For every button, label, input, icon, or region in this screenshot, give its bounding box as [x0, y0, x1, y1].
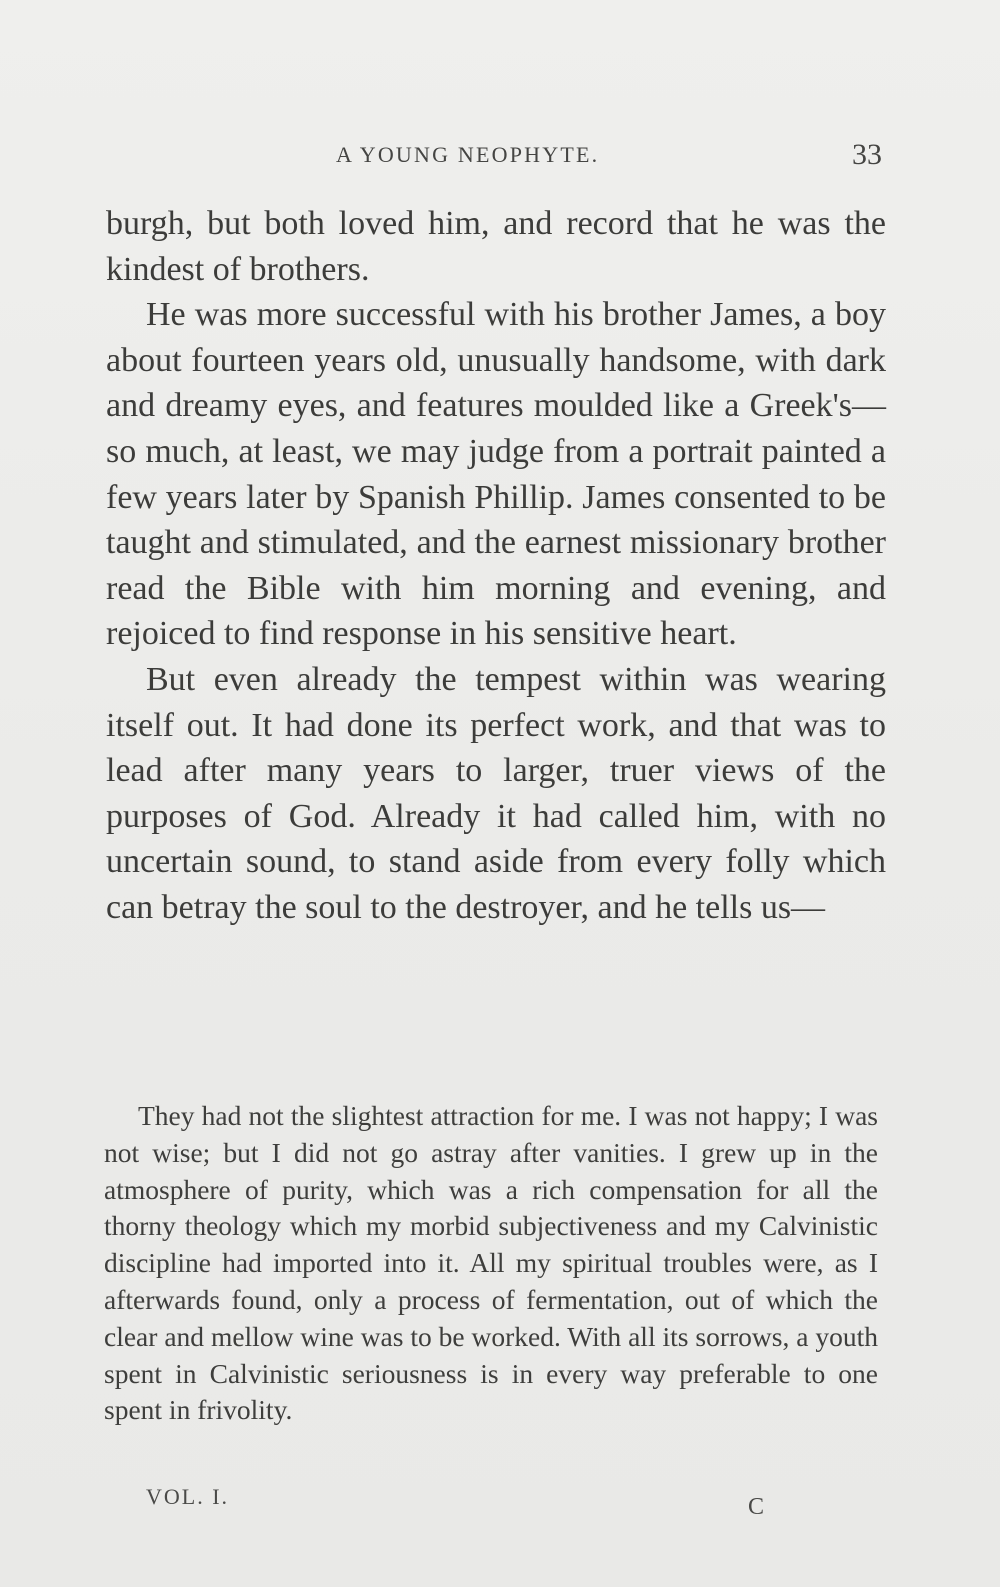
paragraph-james: He was more successful with his brother James, a boy about fourteen years old, unusually handsome, with dark and dreamy eyes, and features moulded like a Greek's—so much, at least, we may judge from a portrait painted a few years later by Spanish Phillip. James consented to be taught and stimulated, and the earnest missionary brother read the Bible with him morning and evening, and rejoiced to find response in his sensitive heart.: [106, 296, 886, 653]
block-quote: [104, 1098, 878, 1429]
paragraph-continued: burgh, but both loved him, and record that he was the kindest of brothers.: [106, 205, 886, 288]
running-title: A YOUNG NEOPHYTE.: [336, 142, 600, 167]
quote-paragraph: They had not the slightest attraction for me. I was not happy; I was not wise; but I did not go astray after vanities. I grew up in the atmosphere of purity, which was a rich compensation for all the thorny theology which my morbid subjectiveness and my Calvinistic discipline had imported into it. All my spiritual troubles were, as I afterwards found, only a process of fermentation, out of which the clear and mellow wine was to be worked. With all its sorrows, a youth spent in Calvinistic seriousness is in every way preferable to one spent in frivolity.: [104, 1100, 878, 1426]
gathering-signature: C: [748, 1494, 765, 1520]
volume-signature: VOL. I.: [146, 1484, 230, 1509]
page-number: 33: [852, 138, 882, 171]
running-head: [0, 138, 1000, 174]
body-text: [106, 201, 886, 931]
paragraph-tempest: But even already the tempest within was wearing itself out. It had done its perfect work, and that was to lead after many years to larger, truer views of the purposes of God. Already it had called him, with no uncertain sound, to stand aside from every folly which can betray the soul to the destroyer, and he tells us—: [106, 660, 886, 926]
